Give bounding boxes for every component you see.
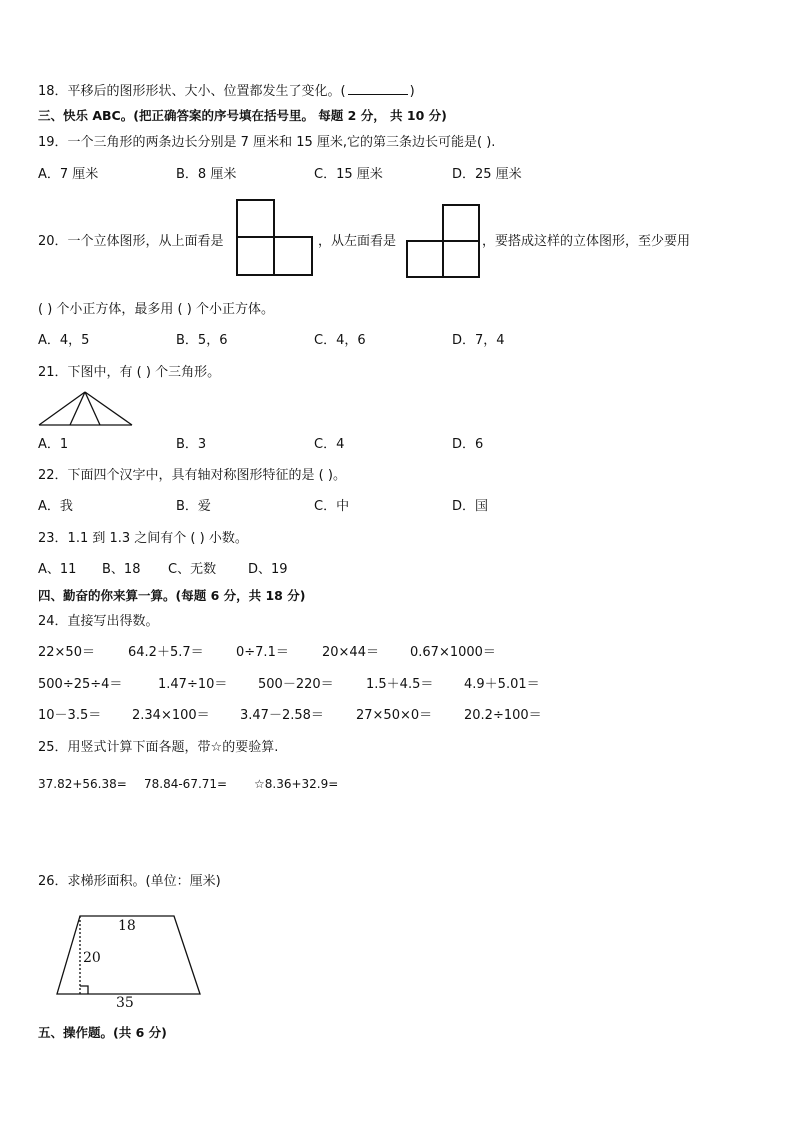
q24-item: 22×50＝ <box>38 645 95 660</box>
q20-part3: ，要搭成这样的立体图形，至少要用 <box>482 234 691 249</box>
q20-option-d[interactable]: D．7，4 <box>452 333 505 348</box>
section4-title: 四、勤奋的你来算一算。(每题 6 分，共 18 分) <box>38 588 306 603</box>
q26-bottom-length: 35 <box>116 995 134 1011</box>
q20-option-c[interactable]: C．4，6 <box>314 333 366 348</box>
q25-item-3: ☆8.36+32.9= <box>254 777 339 791</box>
q19-option-a[interactable]: A．7 厘米 <box>38 167 99 182</box>
q20-part1: 20．一个立体图形，从上面看是 <box>38 234 224 249</box>
q19-option-c[interactable]: C．15 厘米 <box>314 167 383 182</box>
q22-option-b[interactable]: B．爱 <box>176 499 211 514</box>
q24-item: 0÷7.1＝ <box>236 645 289 660</box>
q24-item: 64.2＋5.7＝ <box>128 645 204 660</box>
q21-option-c[interactable]: C．4 <box>314 437 345 452</box>
q24-item: 1.47÷10＝ <box>158 677 228 692</box>
q22-option-d[interactable]: D．国 <box>452 499 489 514</box>
q19-option-d[interactable]: D．25 厘米 <box>452 167 522 182</box>
q24-item: 4.9＋5.01＝ <box>464 677 540 692</box>
q23-option-a[interactable]: A、11 <box>38 562 77 577</box>
q24-item: 1.5＋4.5＝ <box>366 677 434 692</box>
q24-item: 500÷25÷4＝ <box>38 677 123 692</box>
q24-item: 500－220＝ <box>258 677 334 692</box>
q26-top-length: 18 <box>118 918 136 934</box>
q24-item: 2.34×100＝ <box>132 708 210 723</box>
q21-stem: 21．下图中，有 ( ) 个三角形。 <box>38 365 221 380</box>
q21-option-a[interactable]: A．1 <box>38 437 69 452</box>
q18-close: ) <box>409 84 415 99</box>
q20-option-a[interactable]: A．4，5 <box>38 333 90 348</box>
q26-height-length: 20 <box>83 950 101 966</box>
q21-triangle-figure <box>38 391 134 427</box>
q20-left-view-figure <box>406 204 480 278</box>
q18 <box>38 82 415 100</box>
section3-title: 三、快乐 ABC。(把正确答案的序号填在括号里。 每题 2 分， 共 10 分) <box>38 108 447 123</box>
q21-option-d[interactable]: D．6 <box>452 437 484 452</box>
q24-item: 20×44＝ <box>322 645 379 660</box>
q23-option-b[interactable]: B、18 <box>102 562 141 577</box>
q22-stem: 22．下面四个汉字中，具有轴对称图形特征的是 ( )。 <box>38 468 346 483</box>
q20-line2: ( ) 个小正方体，最多用 ( ) 个小正方体。 <box>38 302 274 317</box>
q20-option-b[interactable]: B．5，6 <box>176 333 228 348</box>
q18-text: 18．平移后的图形形状、大小、位置都发生了变化。( <box>38 84 346 99</box>
q20-part2: ，从左面看是 <box>318 234 397 249</box>
q25-item-2: 78.84-67.71= <box>144 777 228 791</box>
section5-title: 五、操作题。(共 6 分) <box>38 1025 167 1040</box>
q25-item-1: 37.82+56.38= <box>38 777 127 791</box>
q24-item: 10－3.5＝ <box>38 708 102 723</box>
q22-option-a[interactable]: A．我 <box>38 499 73 514</box>
q20-top-view-figure <box>236 199 314 277</box>
q23-option-c[interactable]: C、无数 <box>168 562 217 577</box>
q24-item: 20.2÷100＝ <box>464 708 542 723</box>
q18-answer-blank[interactable] <box>348 82 408 95</box>
q22-option-c[interactable]: C．中 <box>314 499 350 514</box>
q24-item: 0.67×1000＝ <box>410 645 496 660</box>
q25-stem: 25．用竖式计算下面各题，带☆的要验算. <box>38 740 279 755</box>
q23-option-d[interactable]: D、19 <box>248 562 288 577</box>
q23-stem: 23．1.1 到 1.3 之间有个 ( ) 小数。 <box>38 531 248 546</box>
q19-stem: 19．一个三角形的两条边长分别是 7 厘米和 15 厘米,它的第三条边长可能是( ). <box>38 135 496 150</box>
q24-item: 27×50×0＝ <box>356 708 433 723</box>
q26-trapezoid-figure <box>55 914 205 1011</box>
q24-item: 3.47－2.58＝ <box>240 708 324 723</box>
q26-stem: 26．求梯形面积。(单位：厘米) <box>38 874 221 889</box>
q21-option-b[interactable]: B．3 <box>176 437 207 452</box>
q19-option-b[interactable]: B．8 厘米 <box>176 167 237 182</box>
q24-stem: 24．直接写出得数。 <box>38 614 159 629</box>
